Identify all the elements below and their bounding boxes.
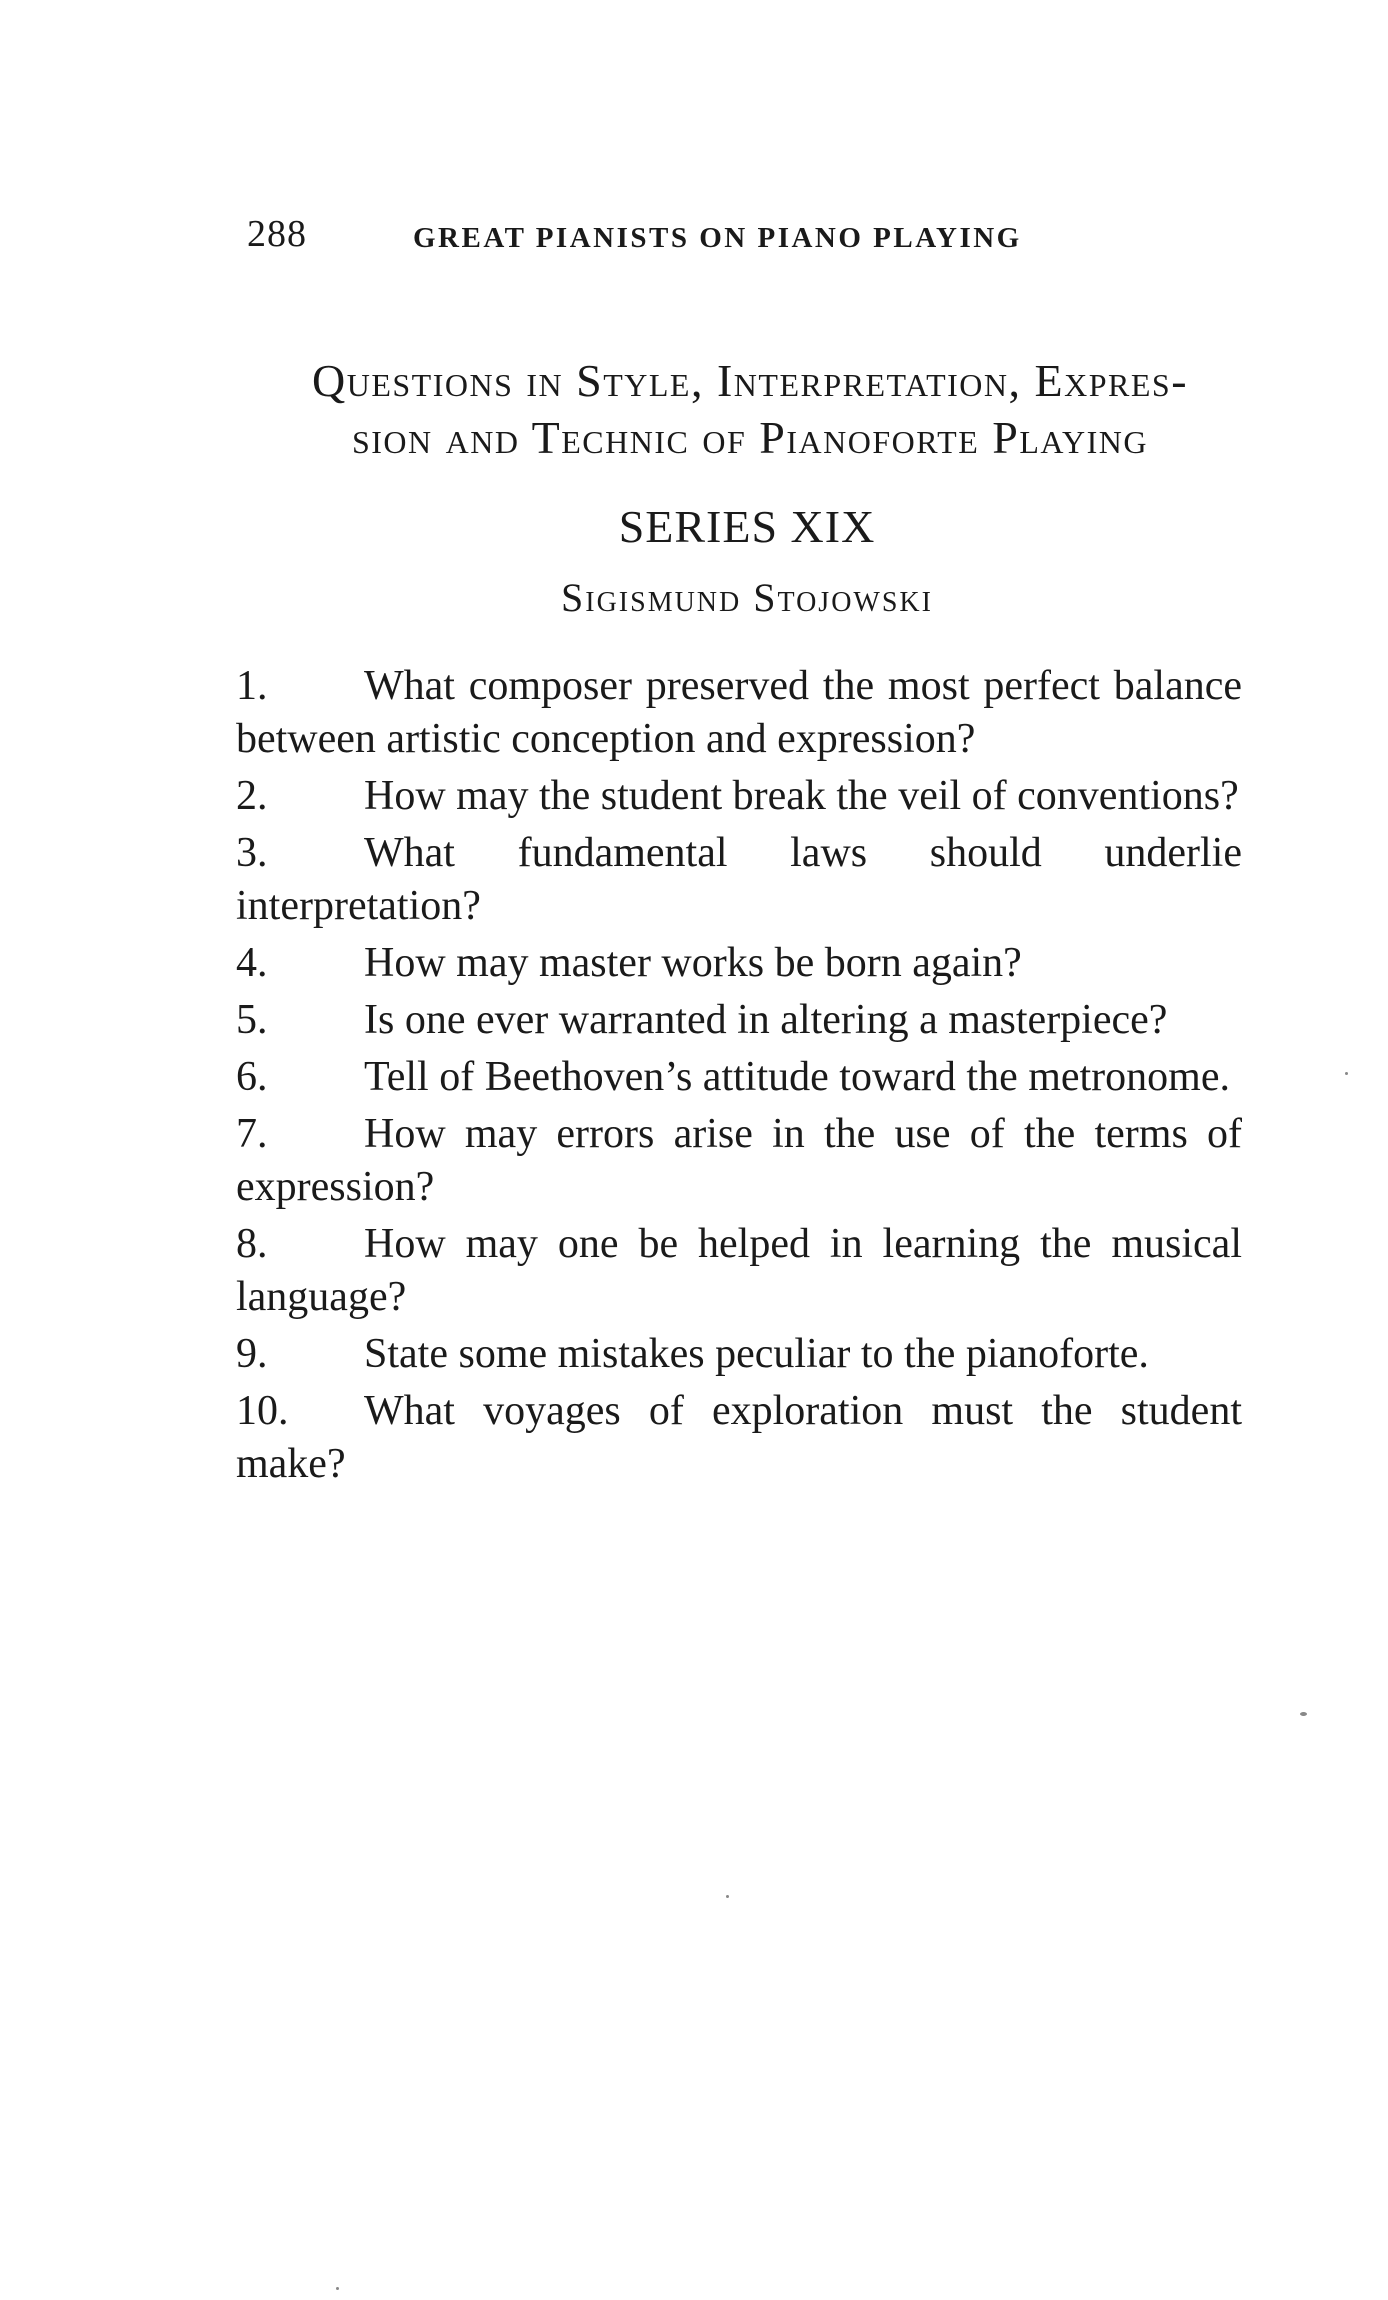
question-item bbox=[236, 660, 1242, 766]
question-number: 6. bbox=[236, 1054, 268, 1100]
question-item bbox=[236, 827, 1242, 933]
question-text: What voyages of exploration must the student make? bbox=[236, 1388, 1242, 1487]
question-text: How may errors arise in the use of the terms of expression? bbox=[236, 1111, 1242, 1210]
question-item bbox=[236, 1218, 1242, 1324]
section-title-line-2: sion and Technic of Pianoforte Playing bbox=[351, 412, 1149, 463]
paper-speck bbox=[1345, 1072, 1348, 1075]
question-item bbox=[236, 1385, 1242, 1491]
question-item bbox=[236, 1051, 1242, 1104]
section-title bbox=[280, 352, 1220, 466]
question-text: What composer preserved the most perfect balance between artistic conception and expression? bbox=[236, 663, 1242, 762]
question-number: 1. bbox=[236, 663, 268, 709]
paper-speck bbox=[1300, 1712, 1307, 1716]
question-text: State some mistakes peculiar to the pianoforte. bbox=[364, 1331, 1149, 1377]
question-number: 3. bbox=[236, 830, 268, 876]
question-text: Is one ever warranted in altering a masterpiece? bbox=[364, 997, 1168, 1043]
running-head bbox=[247, 212, 1087, 262]
paper-speck bbox=[336, 2287, 339, 2290]
question-number: 10. bbox=[236, 1388, 289, 1434]
question-text: How may the student break the veil of conventions? bbox=[364, 773, 1239, 819]
question-item bbox=[236, 1328, 1242, 1381]
running-title: GREAT PIANISTS ON PIANO PLAYING bbox=[413, 222, 1022, 254]
page-number: 288 bbox=[247, 213, 307, 255]
question-text: Tell of Beethoven’s attitude toward the metronome. bbox=[364, 1054, 1230, 1100]
question-text: How may one be helped in learning the musical language? bbox=[236, 1221, 1242, 1320]
question-number: 2. bbox=[236, 773, 268, 819]
question-item bbox=[236, 937, 1242, 990]
section-title-line-1: Questions in Style, Interpretation, Expres- bbox=[311, 355, 1189, 406]
question-item bbox=[236, 994, 1242, 1047]
question-text: How may master works be born again? bbox=[364, 940, 1022, 986]
question-number: 4. bbox=[236, 940, 268, 986]
question-text: What fundamental laws should underlie interpretation? bbox=[236, 830, 1242, 929]
author-name: Sigismund Stojowski bbox=[561, 575, 933, 620]
series-title: SERIES XIX bbox=[618, 501, 876, 552]
question-item bbox=[236, 770, 1242, 823]
question-list bbox=[236, 660, 1242, 1495]
question-number: 8. bbox=[236, 1221, 268, 1267]
question-number: 5. bbox=[236, 997, 268, 1043]
paper-speck bbox=[726, 1895, 729, 1898]
question-item bbox=[236, 1108, 1242, 1214]
question-number: 9. bbox=[236, 1331, 268, 1377]
question-number: 7. bbox=[236, 1111, 268, 1157]
